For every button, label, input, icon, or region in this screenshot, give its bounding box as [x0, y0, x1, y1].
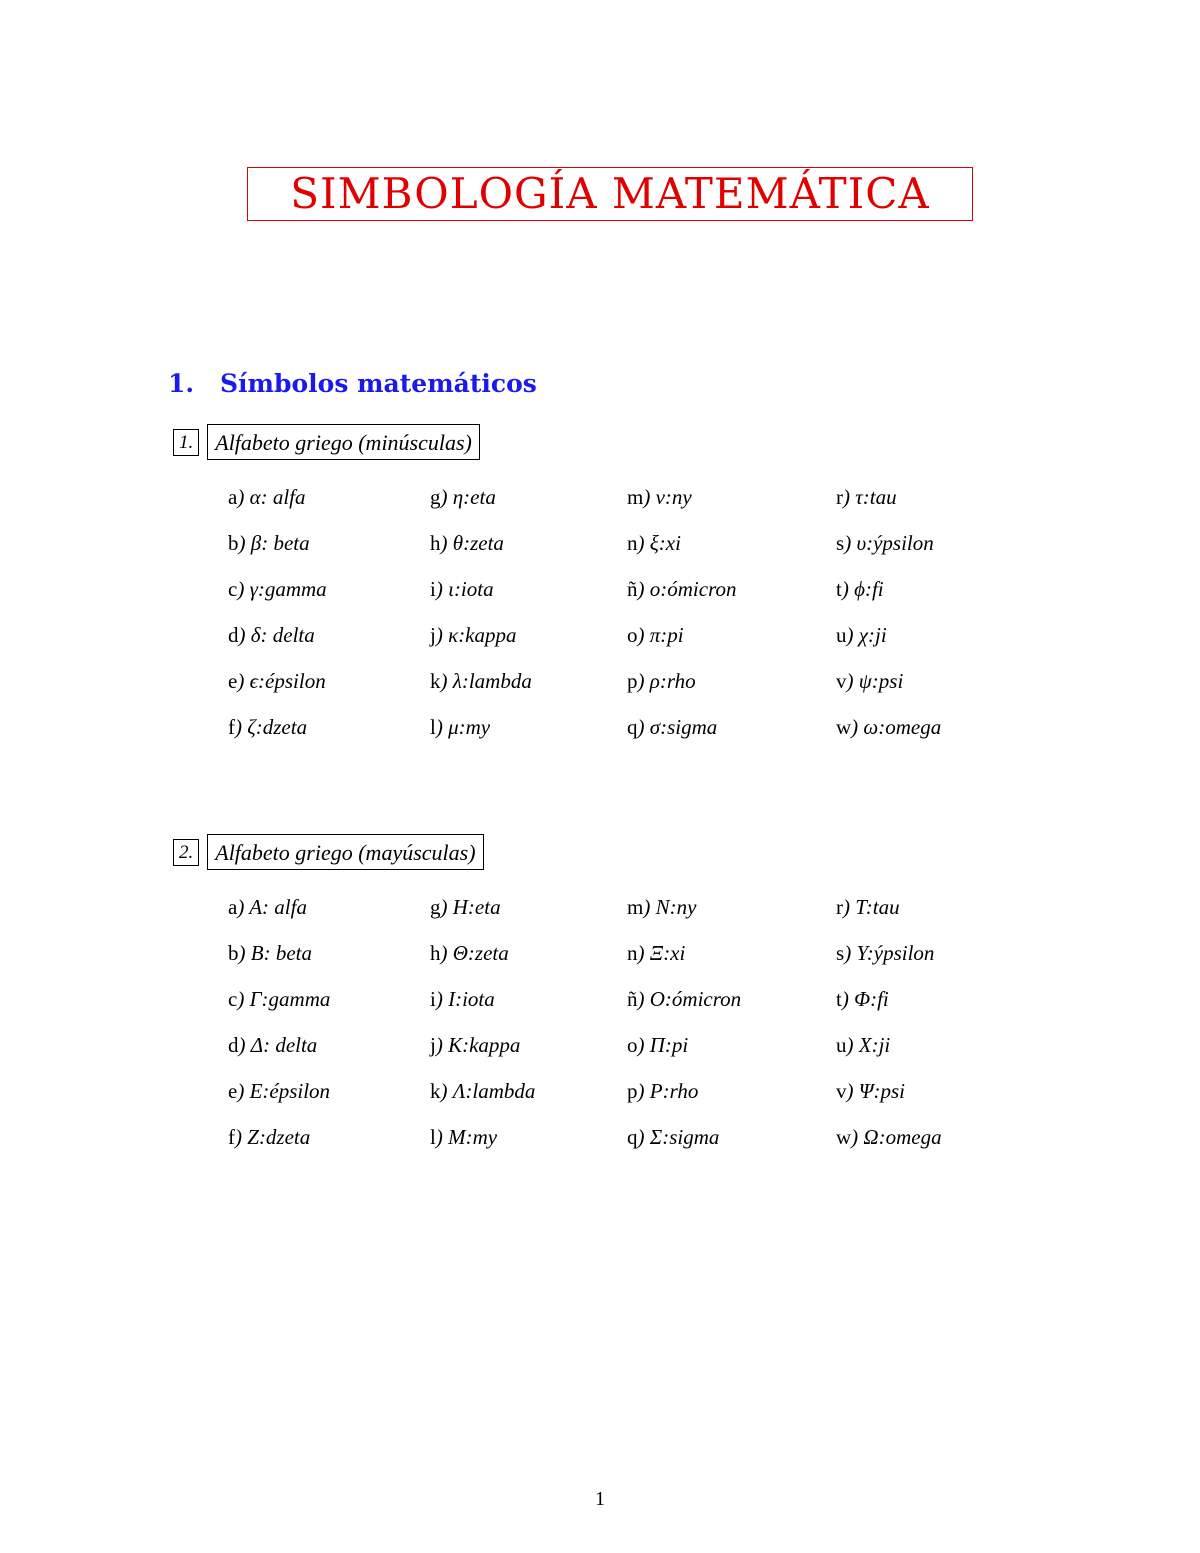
list-item: f) Z:dzeta	[228, 1125, 311, 1149]
greek-symbol: Υ	[856, 941, 867, 965]
greek-letter-name: :eta	[467, 895, 501, 919]
item-label: j	[430, 1033, 436, 1057]
item-label: w	[836, 715, 852, 739]
greek-letter-name: :ýpsilon	[866, 941, 935, 965]
item-label: n	[627, 941, 638, 965]
greek-symbol: ω	[863, 715, 879, 739]
list-item: r) τ:tau	[836, 485, 897, 509]
item-label: c	[228, 987, 238, 1011]
document-title-box	[247, 167, 973, 221]
greek-symbol: θ	[452, 531, 464, 555]
greek-letter-name: :lambda	[465, 1079, 536, 1103]
greek-symbol: κ	[448, 623, 459, 647]
item-label: f	[228, 715, 235, 739]
greek-letter-name: :psi	[873, 1079, 906, 1103]
greek-symbol: Δ	[250, 1033, 264, 1057]
greek-symbol: η	[452, 485, 464, 509]
list-item: s) υ:ýpsilon	[836, 531, 934, 555]
greek-letter-name: :lambda	[461, 669, 532, 693]
greek-letter-name: :rho	[659, 669, 696, 693]
item-label: e	[228, 669, 238, 693]
greek-symbol: σ	[649, 715, 661, 739]
greek-letter-name: :zeta	[467, 941, 509, 965]
greek-symbol: X	[858, 1033, 872, 1057]
greek-symbol: α	[249, 485, 261, 509]
section-title: Símbolos matemáticos	[220, 369, 537, 398]
item-label: q	[627, 1125, 638, 1149]
item-label: l	[430, 1125, 436, 1149]
item-label: g	[430, 485, 441, 509]
list-item: k) λ:lambda	[430, 669, 532, 693]
list-item: n) Ξ:xi	[627, 941, 686, 965]
greek-letter-name: :psi	[871, 669, 904, 693]
item-label: e	[228, 1079, 238, 1103]
greek-symbol: Z	[247, 1125, 259, 1149]
item-label: f	[228, 1125, 235, 1149]
item-label: u	[836, 623, 847, 647]
list-item: l) M:my	[430, 1125, 498, 1149]
subsection-title: Alfabeto griego (minúsculas)	[207, 424, 480, 460]
greek-symbol: Π	[649, 1033, 665, 1057]
greek-symbol: Φ	[854, 987, 871, 1011]
greek-letter-name: : alfa	[260, 485, 306, 509]
item-label: t	[836, 987, 842, 1011]
greek-letter-name: :fi	[864, 577, 884, 601]
greek-symbol: ψ	[858, 669, 872, 693]
list-item: b) β: beta	[228, 531, 310, 555]
greek-symbol: Ψ	[858, 1079, 874, 1103]
greek-letter-name: :iota	[453, 577, 494, 601]
greek-letter-name: : delta	[263, 1033, 318, 1057]
greek-symbol: P	[649, 1079, 663, 1103]
item-label: h	[430, 531, 441, 555]
greek-symbol: E	[249, 1079, 263, 1103]
greek-letter-name: :sigma	[660, 715, 718, 739]
greek-symbol: ϕ	[854, 577, 865, 601]
item-label: k	[430, 669, 441, 693]
greek-symbol: μ	[448, 715, 459, 739]
section-number: 1.	[168, 369, 195, 398]
greek-letter-name: :gamma	[261, 987, 331, 1011]
greek-letter-name: :pi	[660, 623, 684, 647]
greek-symbol: H	[452, 895, 468, 919]
list-item: l) μ:my	[430, 715, 491, 739]
item-label: v	[836, 1079, 847, 1103]
list-item: d) Δ: delta	[228, 1033, 318, 1057]
greek-symbol: Ω	[863, 1125, 879, 1149]
item-label: w	[836, 1125, 852, 1149]
greek-letter-name: :épsilon	[258, 669, 326, 693]
item-label: r	[836, 895, 843, 919]
list-item: g) η:eta	[430, 485, 496, 509]
item-label: ñ	[627, 987, 638, 1011]
list-item: r) T:tau	[836, 895, 900, 919]
list-item: p) P:rho	[627, 1079, 699, 1103]
item-label: l	[430, 715, 436, 739]
list-item: q) Σ:sigma	[627, 1125, 720, 1149]
list-item: ñ) o:ómicron	[627, 577, 737, 601]
greek-letter-name: :gamma	[257, 577, 327, 601]
greek-symbol: ρ	[649, 669, 660, 693]
greek-letter-name: :rho	[662, 1079, 699, 1103]
list-item: j) K:kappa	[430, 1033, 521, 1057]
greek-letter-name: :tau	[865, 895, 900, 919]
list-item: j) κ:kappa	[430, 623, 517, 647]
list-item: w) Ω:omega	[836, 1125, 942, 1149]
greek-letter-name: :my	[458, 715, 491, 739]
item-label: i	[430, 987, 436, 1011]
item-label: q	[627, 715, 638, 739]
item-label: d	[228, 1033, 239, 1057]
item-label: h	[430, 941, 441, 965]
greek-letter-name: :fi	[870, 987, 889, 1011]
greek-symbol: β	[250, 531, 262, 555]
greek-letter-name: :sigma	[662, 1125, 720, 1149]
list-item: f) ζ:dzeta	[228, 715, 308, 739]
item-label: m	[627, 895, 644, 919]
item-label: j	[430, 623, 436, 647]
item-label: k	[430, 1079, 441, 1103]
item-label: u	[836, 1033, 847, 1057]
greek-letter-name: :omega	[878, 1125, 942, 1149]
document-title: SIMBOLOGÍA MATEMÁTICA	[290, 169, 930, 218]
item-label: v	[836, 669, 847, 693]
item-label: o	[627, 1033, 638, 1057]
list-item: p) ρ:rho	[627, 669, 696, 693]
list-item: u) X:ji	[836, 1033, 891, 1057]
greek-symbol: γ	[249, 577, 258, 601]
greek-symbol: Θ	[452, 941, 468, 965]
item-label: s	[836, 531, 845, 555]
item-label: o	[627, 623, 638, 647]
greek-symbol: O	[649, 987, 665, 1011]
item-label: b	[228, 531, 239, 555]
list-item: h) θ:zeta	[430, 531, 504, 555]
item-label: a	[228, 485, 238, 509]
greek-symbol: ν	[655, 485, 665, 509]
greek-letter-name: : beta	[263, 941, 312, 965]
greek-symbol: T	[855, 895, 866, 919]
list-item: a) A: alfa	[228, 895, 307, 919]
greek-letter-name: : delta	[260, 623, 315, 647]
greek-letter-name: :dzeta	[255, 715, 308, 739]
item-label: i	[430, 577, 436, 601]
subsection-title: Alfabeto griego (mayúsculas)	[207, 834, 483, 870]
item-label: c	[228, 577, 238, 601]
greek-symbol: Γ	[249, 987, 262, 1011]
greek-symbol: ϵ	[249, 669, 259, 693]
greek-symbol: Σ	[649, 1125, 663, 1149]
item-label: d	[228, 623, 239, 647]
item-label: ñ	[627, 577, 638, 601]
greek-letter-name: :omega	[878, 715, 942, 739]
greek-symbol: Ξ	[649, 941, 664, 965]
greek-letter-name: :dzeta	[258, 1125, 311, 1149]
greek-symbol: τ	[855, 485, 863, 509]
greek-symbol: K	[448, 1033, 463, 1057]
list-item: c) Γ:gamma	[228, 987, 331, 1011]
list-item: e) E:épsilon	[228, 1079, 331, 1103]
greek-letter-name: :tau	[862, 485, 897, 509]
greek-symbol: o	[649, 577, 661, 601]
greek-symbol: π	[649, 623, 661, 647]
list-item: i) I:iota	[430, 987, 495, 1011]
greek-symbol: λ	[452, 669, 462, 693]
list-item: d) δ: delta	[228, 623, 315, 647]
list-item: g) H:eta	[430, 895, 501, 919]
greek-letter-name: : beta	[261, 531, 310, 555]
greek-symbol: M	[448, 1125, 466, 1149]
greek-symbol: χ	[858, 623, 868, 647]
list-item: t) Φ:fi	[836, 987, 889, 1011]
greek-letter-name: :pi	[664, 1033, 689, 1057]
item-label: p	[627, 669, 638, 693]
greek-letter-name: :ýpsilon	[866, 531, 934, 555]
list-item: w) ω:omega	[836, 715, 942, 739]
list-item: k) Λ:lambda	[430, 1079, 536, 1103]
list-item: o) π:pi	[627, 623, 684, 647]
greek-letter-name: : alfa	[262, 895, 307, 919]
item-label: p	[627, 1079, 638, 1103]
list-item: ñ) O:ómicron	[627, 987, 742, 1011]
list-item: t) ϕ:fi	[836, 577, 884, 601]
list-item: o) Π:pi	[627, 1033, 689, 1057]
greek-symbol: N	[655, 895, 670, 919]
item-label: m	[627, 485, 644, 509]
list-item: c) γ:gamma	[228, 577, 327, 601]
list-item: u) χ:ji	[836, 623, 887, 647]
subsection-number: 1.	[173, 429, 199, 456]
greek-letter-name: :kappa	[462, 1033, 521, 1057]
greek-symbol: A	[249, 895, 263, 919]
list-item: i) ι:iota	[430, 577, 494, 601]
item-label: t	[836, 577, 842, 601]
section-heading	[168, 369, 537, 398]
list-item: b) B: beta	[228, 941, 312, 965]
greek-symbol: ι	[448, 577, 454, 601]
greek-letter-name: :my	[465, 1125, 498, 1149]
greek-symbol: υ	[856, 531, 867, 555]
list-item: v) ψ:psi	[836, 669, 904, 693]
page-number: 1	[595, 1488, 605, 1510]
list-item: n) ξ:xi	[627, 531, 681, 555]
list-item: v) Ψ:psi	[836, 1079, 906, 1103]
item-label: a	[228, 895, 238, 919]
greek-letter-name: :ji	[868, 623, 887, 647]
item-label: r	[836, 485, 843, 509]
greek-letter-name: :xi	[663, 941, 686, 965]
item-label: s	[836, 941, 845, 965]
list-item: m) ν:ny	[627, 485, 692, 509]
greek-letter-name: :ómicron	[660, 577, 737, 601]
greek-symbol: ξ	[649, 531, 659, 555]
list-item: h) Θ:zeta	[430, 941, 509, 965]
greek-letter-name: :iota	[455, 987, 495, 1011]
list-item: s) Υ:ýpsilon	[836, 941, 935, 965]
list-item: e) ϵ:épsilon	[228, 669, 326, 693]
greek-letter-name: :ny	[664, 485, 692, 509]
greek-letter-name: :ny	[669, 895, 697, 919]
greek-letter-name: :ómicron	[664, 987, 742, 1011]
greek-letter-name: :kappa	[458, 623, 517, 647]
greek-letter-name: :ji	[871, 1033, 891, 1057]
greek-letter-name: :xi	[658, 531, 681, 555]
subsection-heading-lowercase	[173, 424, 480, 460]
greek-symbol: I	[448, 987, 456, 1011]
item-label: g	[430, 895, 441, 919]
greek-symbol: ζ	[247, 715, 256, 739]
list-item: m) N:ny	[627, 895, 697, 919]
greek-symbol: Λ	[452, 1079, 466, 1103]
greek-letter-name: :épsilon	[262, 1079, 331, 1103]
greek-letter-name: :eta	[463, 485, 496, 509]
greek-symbol: δ	[250, 623, 261, 647]
item-label: n	[627, 531, 638, 555]
greek-symbol: B	[250, 941, 264, 965]
list-item: q) σ:sigma	[627, 715, 718, 739]
subsection-number: 2.	[173, 839, 199, 866]
item-label: b	[228, 941, 239, 965]
list-item: a) α: alfa	[228, 485, 306, 509]
subsection-heading-uppercase	[173, 834, 484, 870]
greek-letter-name: :zeta	[463, 531, 504, 555]
